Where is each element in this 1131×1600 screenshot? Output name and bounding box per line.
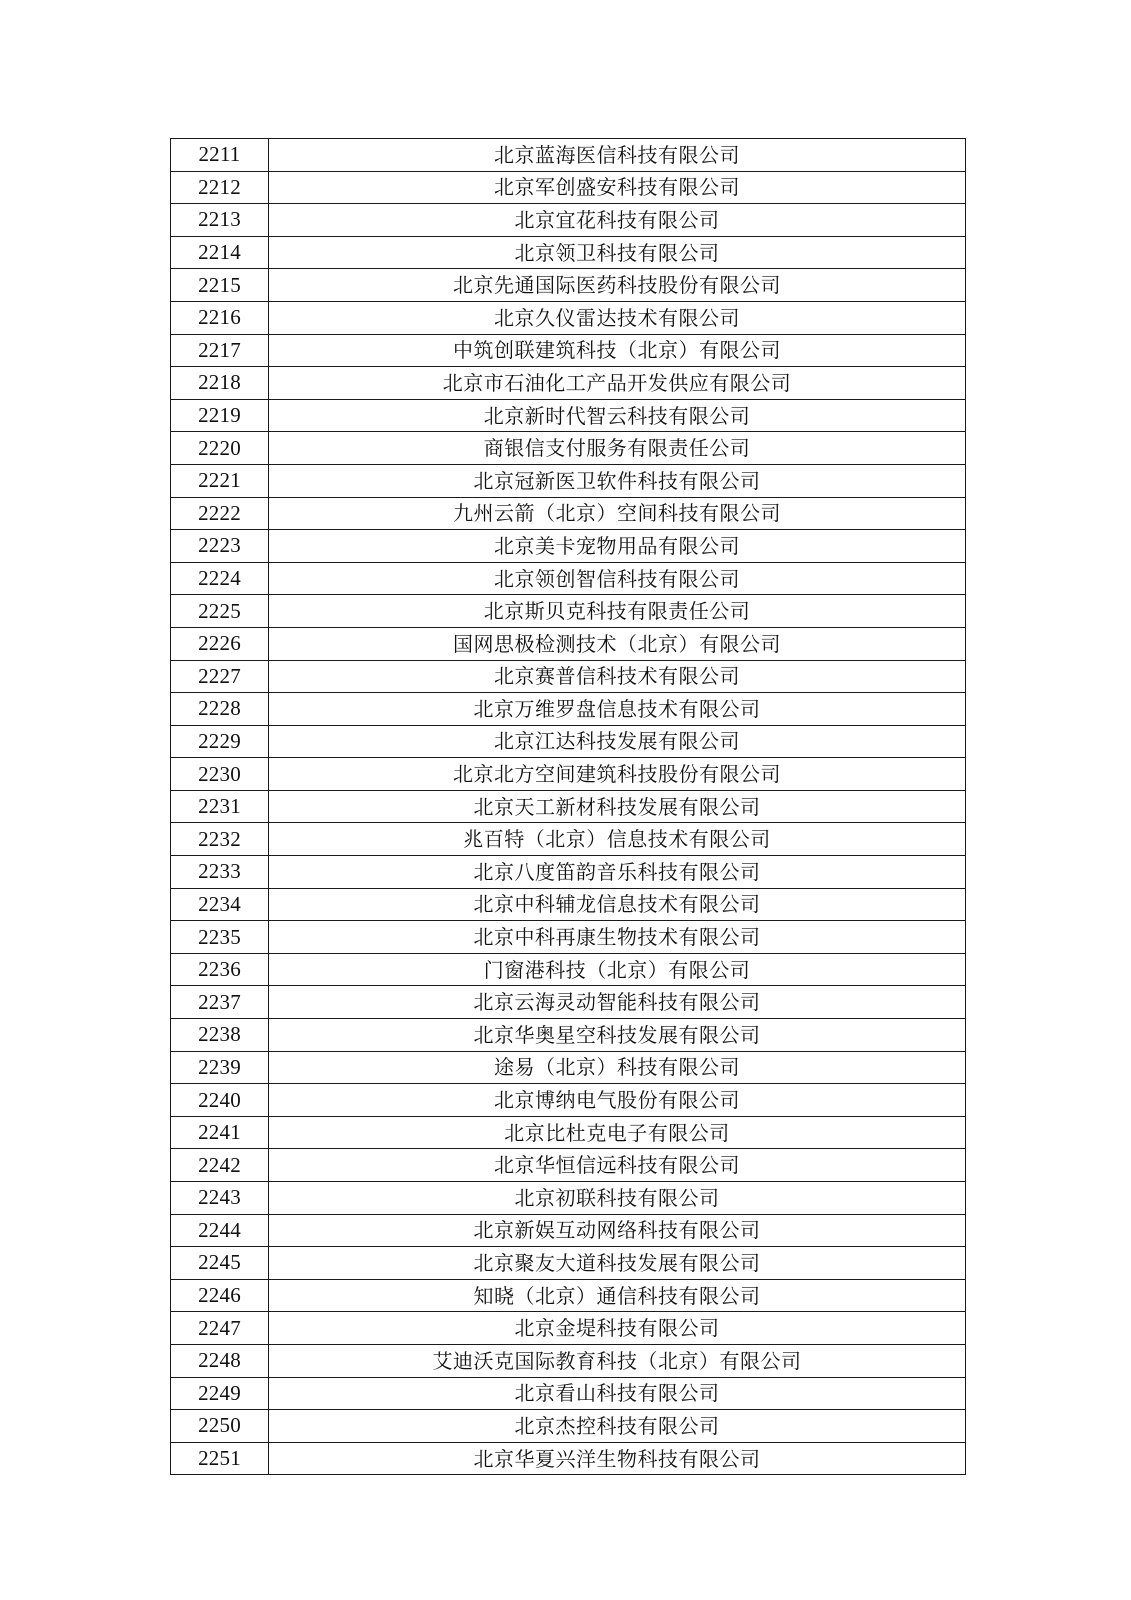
table-row [171,1019,966,1052]
row-number: 2212 [171,171,269,204]
company-name: 北京云海灵动智能科技有限公司 [269,986,966,1019]
company-name: 北京天工新材科技发展有限公司 [269,790,966,823]
table-row [171,1344,966,1377]
table-row [171,204,966,237]
table-row [171,1410,966,1443]
table-row [171,1279,966,1312]
company-name: 兆百特（北京）信息技术有限公司 [269,823,966,856]
company-name: 北京领卫科技有限公司 [269,236,966,269]
company-name: 北京新娱互动网络科技有限公司 [269,1214,966,1247]
company-name: 北京北方空间建筑科技股份有限公司 [269,758,966,791]
row-number: 2241 [171,1116,269,1149]
table-row [171,269,966,302]
table-row [171,888,966,921]
table-row [171,1442,966,1475]
row-number: 2234 [171,888,269,921]
row-number: 2230 [171,758,269,791]
company-name: 北京聚友大道科技发展有限公司 [269,1247,966,1280]
company-name: 北京蓝海医信科技有限公司 [269,139,966,172]
company-name: 北京冠新医卫软件科技有限公司 [269,464,966,497]
table-row [171,660,966,693]
company-name: 北京中科辅龙信息技术有限公司 [269,888,966,921]
row-number: 2217 [171,334,269,367]
table-row [171,530,966,563]
company-name: 途易（北京）科技有限公司 [269,1051,966,1084]
row-number: 2224 [171,562,269,595]
company-name: 北京博纳电气股份有限公司 [269,1084,966,1117]
row-number: 2228 [171,693,269,726]
row-number: 2250 [171,1410,269,1443]
row-number: 2245 [171,1247,269,1280]
table-row [171,139,966,172]
table-row [171,953,966,986]
table-row [171,367,966,400]
company-name: 北京宜花科技有限公司 [269,204,966,237]
table-row [171,1084,966,1117]
table-row [171,595,966,628]
row-number: 2251 [171,1442,269,1475]
row-number: 2249 [171,1377,269,1410]
table-row [171,1149,966,1182]
row-number: 2229 [171,725,269,758]
company-name: 北京比杜克电子有限公司 [269,1116,966,1149]
company-name: 北京中科再康生物技术有限公司 [269,921,966,954]
row-number: 2239 [171,1051,269,1084]
table-row [171,693,966,726]
table-row [171,823,966,856]
row-number: 2246 [171,1279,269,1312]
table-row [171,1182,966,1215]
company-name: 知晓（北京）通信科技有限公司 [269,1279,966,1312]
row-number: 2240 [171,1084,269,1117]
row-number: 2221 [171,464,269,497]
company-name: 中筑创联建筑科技（北京）有限公司 [269,334,966,367]
company-name: 北京看山科技有限公司 [269,1377,966,1410]
row-number: 2238 [171,1019,269,1052]
company-name: 北京金堤科技有限公司 [269,1312,966,1345]
row-number: 2211 [171,139,269,172]
company-name: 北京先通国际医药科技股份有限公司 [269,269,966,302]
row-number: 2225 [171,595,269,628]
table-row [171,790,966,823]
company-list-body [171,139,966,1475]
row-number: 2218 [171,367,269,400]
row-number: 2236 [171,953,269,986]
row-number: 2215 [171,269,269,302]
table-row [171,1312,966,1345]
row-number: 2216 [171,301,269,334]
company-name: 北京江达科技发展有限公司 [269,725,966,758]
row-number: 2243 [171,1182,269,1215]
table-row [171,562,966,595]
table-row [171,171,966,204]
company-name: 北京美卡宠物用品有限公司 [269,530,966,563]
company-name: 九州云箭（北京）空间科技有限公司 [269,497,966,530]
row-number: 2213 [171,204,269,237]
table-row [171,1116,966,1149]
row-number: 2244 [171,1214,269,1247]
row-number: 2226 [171,627,269,660]
table-row [171,1247,966,1280]
row-number: 2237 [171,986,269,1019]
table-row [171,236,966,269]
company-name: 北京斯贝克科技有限责任公司 [269,595,966,628]
table-row [171,627,966,660]
row-number: 2248 [171,1344,269,1377]
row-number: 2231 [171,790,269,823]
row-number: 2235 [171,921,269,954]
company-name: 北京赛普信科技术有限公司 [269,660,966,693]
company-name: 北京新时代智云科技有限公司 [269,399,966,432]
company-name: 北京杰控科技有限公司 [269,1410,966,1443]
row-number: 2214 [171,236,269,269]
row-number: 2227 [171,660,269,693]
company-name: 商银信支付服务有限责任公司 [269,432,966,465]
row-number: 2247 [171,1312,269,1345]
table-row [171,725,966,758]
table-row [171,399,966,432]
table-row [171,334,966,367]
company-name: 艾迪沃克国际教育科技（北京）有限公司 [269,1344,966,1377]
row-number: 2242 [171,1149,269,1182]
table-row [171,921,966,954]
row-number: 2219 [171,399,269,432]
table-row [171,1214,966,1247]
company-name: 北京市石油化工产品开发供应有限公司 [269,367,966,400]
company-name: 北京华奥星空科技发展有限公司 [269,1019,966,1052]
table-row [171,986,966,1019]
company-name: 北京华恒信远科技有限公司 [269,1149,966,1182]
row-number: 2223 [171,530,269,563]
company-name: 北京初联科技有限公司 [269,1182,966,1215]
company-name: 北京八度笛韵音乐科技有限公司 [269,856,966,889]
table-row [171,758,966,791]
table-row [171,464,966,497]
table-row [171,301,966,334]
company-name: 门窗港科技（北京）有限公司 [269,953,966,986]
company-name: 北京万维罗盘信息技术有限公司 [269,693,966,726]
company-name: 北京华夏兴洋生物科技有限公司 [269,1442,966,1475]
company-name: 北京领创智信科技有限公司 [269,562,966,595]
table-row [171,856,966,889]
company-list-table [170,138,966,1475]
row-number: 2233 [171,856,269,889]
row-number: 2220 [171,432,269,465]
company-name: 北京久仪雷达技术有限公司 [269,301,966,334]
table-row [171,497,966,530]
table-row [171,1377,966,1410]
table-row [171,432,966,465]
company-name: 国网思极检测技术（北京）有限公司 [269,627,966,660]
company-name: 北京军创盛安科技有限公司 [269,171,966,204]
row-number: 2222 [171,497,269,530]
table-row [171,1051,966,1084]
row-number: 2232 [171,823,269,856]
